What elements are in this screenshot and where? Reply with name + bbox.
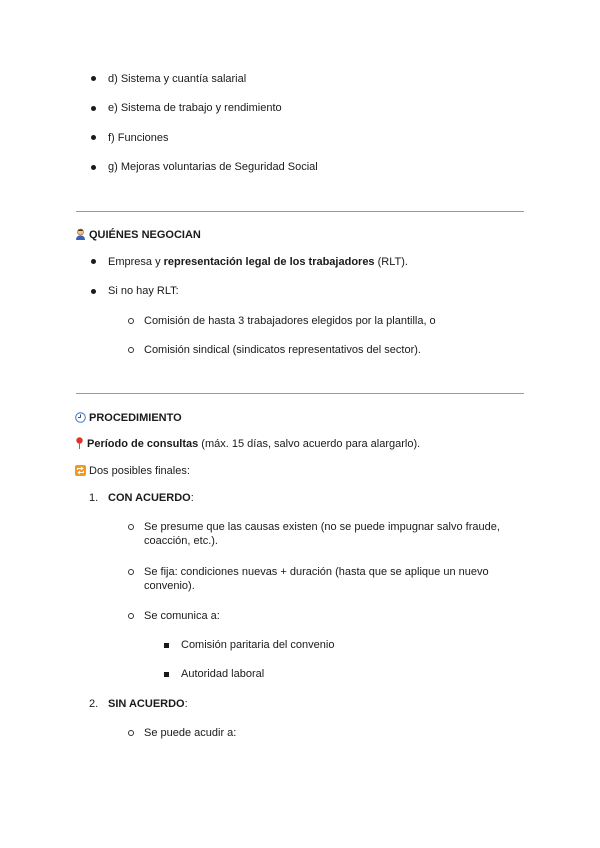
person-icon xyxy=(75,228,86,240)
list-item: e) Sistema de trabajo y rendimiento xyxy=(108,102,282,114)
sub-list-item: Comisión sindical (sindicatos representativos del sector). xyxy=(144,344,421,356)
list-item: d) Sistema y cuantía salarial xyxy=(108,73,247,85)
sub-sub-list-item: Comisión paritaria del convenio xyxy=(181,639,335,651)
text: : xyxy=(190,492,194,504)
list-item: Si no hay RLT: xyxy=(108,285,179,297)
section-heading-negocian xyxy=(75,228,201,242)
consultas-line xyxy=(75,437,420,451)
text: Dos posibles finales: xyxy=(89,465,190,477)
bullet-disc xyxy=(91,165,96,170)
pin-icon xyxy=(75,437,84,449)
bullet-circle xyxy=(128,569,134,575)
bullet-circle xyxy=(128,730,134,736)
sub-list-item: Comisión de hasta 3 trabajadores elegidos por la plantilla, o xyxy=(144,315,436,327)
bullet-circle xyxy=(128,524,134,530)
sub-sub-list-item: Autoridad laboral xyxy=(181,668,265,680)
numbered-item-con-acuerdo xyxy=(108,491,194,505)
list-item xyxy=(108,255,408,269)
clock-icon xyxy=(75,412,86,423)
finales-line xyxy=(75,464,190,478)
list-number: 2. xyxy=(89,698,99,710)
section-title: PROCEDIMIENTO xyxy=(89,412,182,424)
text: Empresa y xyxy=(108,256,164,268)
sub-list-item: Se fija: condiciones nuevas + duración (hasta que se aplique un nuevo convenio). xyxy=(144,566,489,592)
bold-text: representación legal de los trabajadores xyxy=(163,256,375,268)
bullet-circle xyxy=(128,318,134,324)
sub-list-item: Se comunica a: xyxy=(144,610,220,622)
bullet-disc xyxy=(91,106,96,111)
text: : xyxy=(184,698,188,710)
bullet-square xyxy=(164,643,169,648)
section-heading-procedimiento xyxy=(75,411,182,425)
repeat-icon xyxy=(75,465,86,476)
bold-text: CON ACUERDO xyxy=(108,492,191,504)
sub-list-item: Se puede acudir a: xyxy=(144,727,237,739)
bullet-disc xyxy=(91,289,96,294)
bullet-disc xyxy=(91,135,96,140)
section-title: QUIÉNES NEGOCIAN xyxy=(89,229,201,241)
bullet-disc xyxy=(91,76,96,81)
numbered-item-sin-acuerdo xyxy=(108,697,188,711)
bullet-disc xyxy=(91,259,96,264)
bold-text: Período de consultas xyxy=(87,438,199,450)
bullet-circle xyxy=(128,347,134,353)
list-item: f) Funciones xyxy=(108,132,169,144)
list-number: 1. xyxy=(89,492,99,504)
divider xyxy=(76,211,524,212)
text: (RLT). xyxy=(374,256,408,268)
bold-text: SIN ACUERDO xyxy=(108,698,185,710)
divider xyxy=(76,393,524,394)
bullet-square xyxy=(164,672,169,677)
bullet-circle xyxy=(128,613,134,619)
list-item: g) Mejoras voluntarias de Seguridad Social xyxy=(108,161,318,173)
text: (máx. 15 días, salvo acuerdo para alargarlo). xyxy=(198,438,421,450)
sub-list-item: Se presume que las causas existen (no se puede impugnar salvo fraude, coacción, etc.). xyxy=(144,521,500,547)
